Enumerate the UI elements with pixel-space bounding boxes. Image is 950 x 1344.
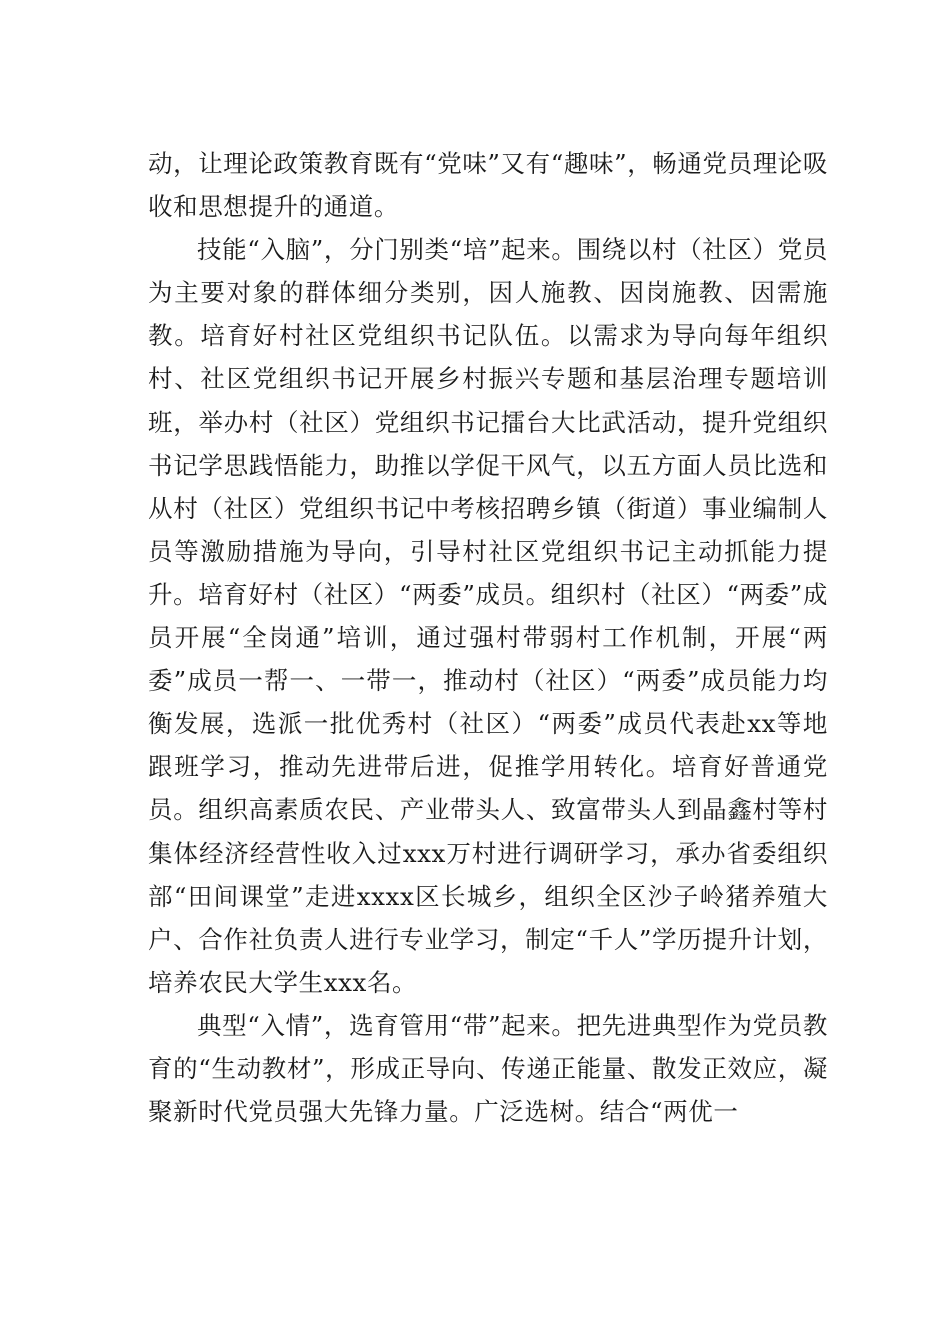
document-body: [148, 142, 828, 1133]
paragraph-continuation: 动，让理论政策教育既有“党味”又有“趣味”，畅通党员理论吸收和思想提升的通道。: [148, 149, 828, 222]
paragraph-models: 典型“入情”，选育管用“带”起来。把先进典型作为党员教育的“生动教材”，形成正导向、传递正能量、散发正效应，凝聚新时代党员强大先锋力量。广泛选树。结合“两优一: [148, 1010, 828, 1127]
paragraph-skills: 技能“入脑”，分门别类“培”起来。围绕以村（社区）党员为主要对象的群体细分类别，因人施教、因岗施教、因需施教。培育好村社区党组织书记队伍。以需求为导向每年组织村、社区党组织书记开展乡村振兴专题和基层治理专题培训班，举办村（社区）党组织书记擂台大比武活动，提升党组织书记学思践悟能力，助推以学促干风气，以五方面人员比选和从村（社区）党组织书记中考核招聘乡镇（街道）事业编制人员等激励措施为导向，引导村社区党组织书记主动抓能力提升。培育好村（社区）“两委”成员。组织村（社区）“两委”成员开展“全岗通”培训，通过强村带弱村工作机制，开展“两委”成员一帮一、一带一，推动村（社区）“两委”成员能力均衡发展，选派一批优秀村（社区）“两委”成员代表赴xx等地跟班学习，推动先进带后进，促推学用转化。培育好普通党员。组织高素质农民、产业带头人、致富带头人到晶鑫村等村集体经济经营性收入过xxx万村进行调研学习，承办省委组织部“田间课堂”走进xxxx区长城乡，组织全区沙子岭猪养殖大户、合作社负责人进行专业学习，制定“千人”学历提升计划，培养农民大学生xxx名。: [148, 235, 828, 997]
